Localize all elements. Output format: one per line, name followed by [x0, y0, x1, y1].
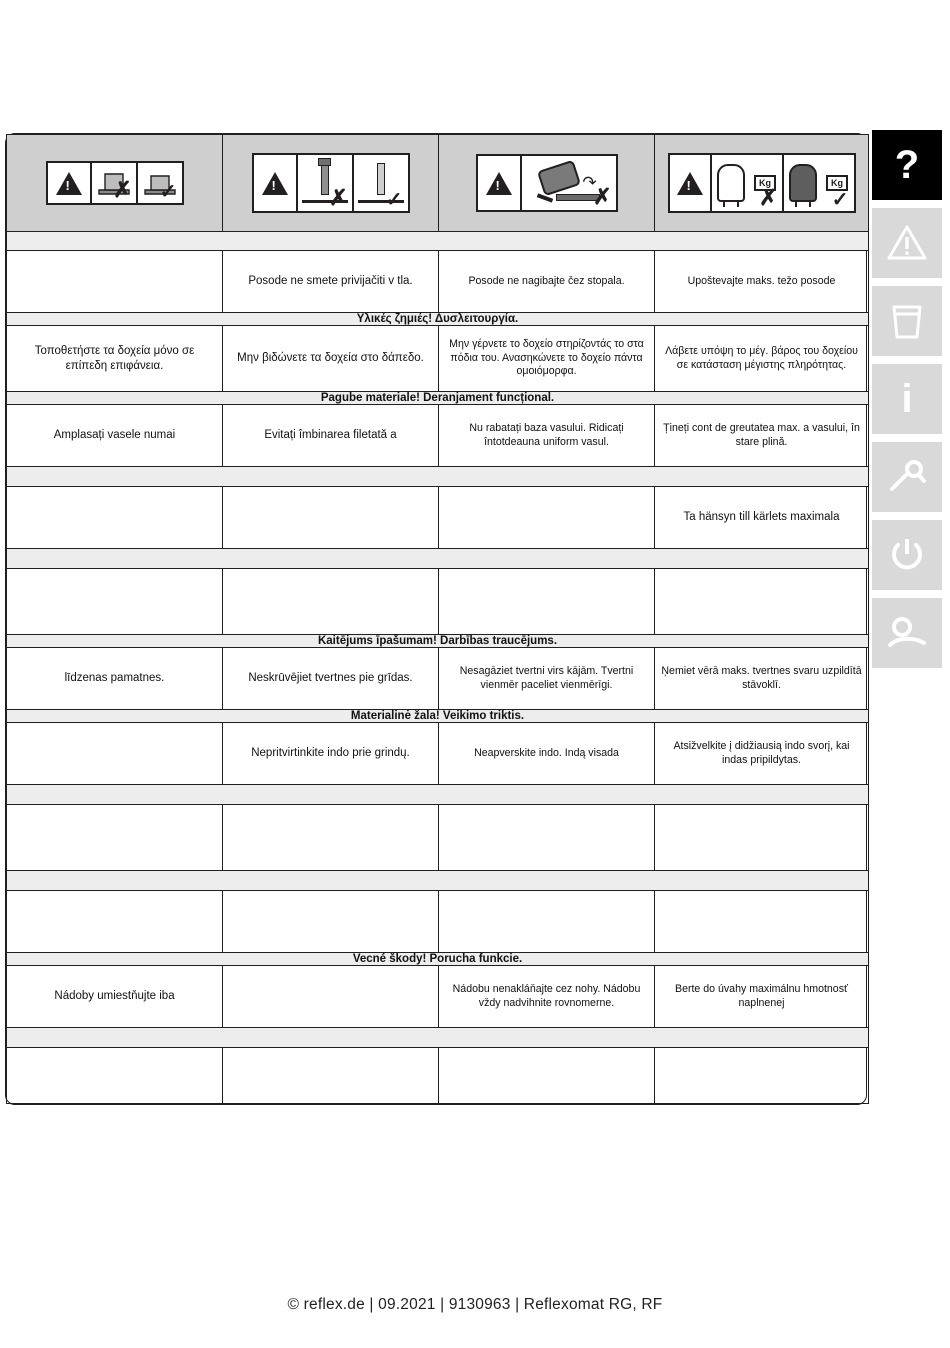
cell-text: līdzenas pamatnes. — [64, 672, 165, 685]
icon-rail — [872, 130, 942, 668]
cell-text — [223, 914, 438, 930]
warning-matrix-sheet — [5, 133, 867, 1105]
spacer-band-cell — [7, 232, 869, 251]
cell-text: Nu rabatați baza vasului. Ridicați întotdeauna uniform vasul. — [469, 421, 624, 448]
warning-triangle-glyph — [887, 224, 927, 262]
cell-text: Posode ne smete privijačiti v tla. — [248, 275, 413, 288]
cell-text: Τοποθετήστε τα δοχεία μόνο σε επίπεδη επιφάνεια. — [34, 344, 195, 372]
cell-text — [655, 1068, 868, 1084]
cell-text — [7, 914, 222, 930]
cell-text — [7, 1068, 222, 1084]
table-row — [7, 805, 869, 871]
cell-text — [439, 594, 654, 610]
cell-text — [7, 274, 222, 290]
table-row — [7, 569, 869, 635]
table-row — [7, 723, 869, 785]
cell-text: Nesagāziet tvertni virs kājām. Tvertni vienmēr paceliet vienmērīgi. — [459, 664, 634, 691]
pictogram-cell-do-not-tilt — [439, 135, 655, 232]
warning-triangle-icon — [46, 161, 92, 205]
cell-text — [223, 510, 438, 526]
warning-triangle-icon — [476, 154, 522, 212]
table-row — [7, 405, 869, 467]
table-row — [7, 1048, 869, 1104]
uneven-surface-icon: ✗ — [92, 161, 138, 205]
section-header-empty — [7, 1028, 869, 1048]
cell-text: Țineți cont de greutatea max. a vasului, în stare plină. — [663, 421, 860, 448]
pictogram-cell-max-weight — [655, 135, 869, 232]
wrench-screwdriver-glyph — [886, 459, 928, 495]
cell-text — [7, 746, 222, 762]
cell-text: Amplasați vasele numai — [53, 429, 176, 442]
warning-triangle-icon — [252, 153, 298, 213]
help-icon-glyph: ? — [894, 143, 920, 187]
page-footer: © reflex.de | 09.2021 | 9130963 | Reflexomat RG, RF — [287, 1296, 663, 1313]
help-icon[interactable] — [872, 130, 942, 200]
cell-text: Atsižvelkite į didžiausią indo svorį, kai indas pripildytas. — [673, 739, 850, 766]
section-header-row-empty — [7, 467, 869, 487]
cell-text — [655, 830, 868, 846]
warning-matrix-table — [6, 134, 869, 1104]
section-header-empty — [7, 871, 869, 891]
info-icon[interactable] — [872, 364, 942, 434]
cell-text: Ta hänsyn till kärlets maximala — [683, 511, 840, 524]
full-vessel-weight-ok-icon: Kg ✓ — [784, 153, 856, 213]
section-header-row — [7, 953, 869, 966]
hand-gear-glyph — [886, 615, 928, 651]
warning-icon[interactable] — [872, 208, 942, 278]
cell-text: Evitați îmbinarea filetată a — [264, 429, 397, 442]
cell-text — [439, 914, 654, 930]
section-header-sk: Vecné škody! Porucha funkcie. — [7, 953, 869, 966]
warning-triangle-icon — [668, 153, 712, 213]
pictogram-row — [7, 135, 869, 232]
section-header-ro: Pagube materiale! Deranjament funcțional. — [7, 392, 869, 405]
section-header-empty — [7, 549, 869, 569]
table-row — [7, 648, 869, 710]
section-header-row-empty — [7, 871, 869, 891]
spacer-band — [7, 232, 869, 251]
table-row — [7, 966, 869, 1028]
cell-text — [439, 510, 654, 526]
section-header-row — [7, 313, 869, 326]
level-surface-ok-icon: ✓ — [138, 161, 184, 205]
section-header-row — [7, 392, 869, 405]
cell-text — [7, 594, 222, 610]
table-row — [7, 891, 869, 953]
section-header-el: Υλικές ζημιές! Δυσλειτουργία. — [7, 313, 869, 326]
vessel-glyph — [889, 301, 925, 341]
cell-text — [7, 830, 222, 846]
no-bolt-ok-icon: ✓ — [354, 153, 410, 213]
cell-text: Ņemiet vērā maks. tvertnes svaru uzpildītā stāvoklī. — [661, 664, 862, 691]
cell-text: Nádobu nenakláňajte cez nohy. Nádobu vždy nadvihnite rovnomerne. — [452, 982, 641, 1009]
power-icon[interactable] — [872, 520, 942, 590]
cell-text: Λάβετε υπόψη το μέγ. βάρος του δοχείου σε κατάσταση μέγιστης πληρότητας. — [665, 344, 858, 371]
info-icon-glyph: i — [901, 377, 913, 421]
cell-text — [7, 510, 222, 526]
cell-text — [439, 830, 654, 846]
cell-text — [223, 830, 438, 846]
section-header-empty — [7, 467, 869, 487]
cell-text: Upoštevajte maks. težo posode — [687, 274, 836, 287]
cell-text — [223, 1068, 438, 1084]
power-glyph — [888, 536, 926, 574]
empty-vessel-weight-forbidden-icon: Kg ✗ — [712, 153, 784, 213]
cell-text: Μην βιδώνετε τα δοχεία στο δάπεδο. — [237, 352, 424, 365]
tools-icon[interactable] — [872, 442, 942, 512]
pictogram-cell-do-not-bolt — [223, 135, 439, 232]
table-row — [7, 251, 869, 313]
pictogram-cell-level-surface — [7, 135, 223, 232]
cell-text — [655, 914, 868, 930]
section-header-row-empty — [7, 549, 869, 569]
cell-text — [223, 594, 438, 610]
cell-text: Nádoby umiestňujte iba — [54, 990, 175, 1003]
cell-text — [223, 989, 438, 1005]
cell-text: Nepritvirtinkite indo prie grindų. — [251, 747, 410, 760]
section-header-lv: Kaitējums īpašumam! Darbības traucējums. — [7, 635, 869, 648]
cell-text: Neskrūvējiet tvertnes pie grīdas. — [248, 672, 413, 685]
cell-text — [439, 1068, 654, 1084]
bolt-to-floor-forbidden-icon: ✗ — [298, 153, 354, 213]
section-header-row — [7, 635, 869, 648]
section-header-lt: Materialinė žala! Veikimo triktis. — [7, 710, 869, 723]
cell-text: Neapverskite indo. Indą visada — [474, 746, 619, 759]
section-header-row-empty — [7, 1028, 869, 1048]
cell-text: Posode ne nagibajte čez stopala. — [468, 274, 625, 287]
service-hand-icon[interactable] — [872, 598, 942, 668]
cell-text — [655, 594, 868, 610]
tilt-vessel-on-foot-forbidden-icon: ↷ ✗ — [522, 154, 618, 212]
vessel-icon[interactable] — [872, 286, 942, 356]
table-row — [7, 487, 869, 549]
table-row — [7, 326, 869, 392]
section-header-row — [7, 710, 869, 723]
cell-text: Μην γέρνετε το δοχείο στηρίζοντάς το στα πόδια του. Ανασηκώνετε το δοχείο πάντα ομοιόμορφα. — [449, 338, 644, 378]
cell-text: Berte do úvahy maximálnu hmotnosť naplnenej — [675, 982, 848, 1009]
section-header-empty — [7, 785, 869, 805]
section-header-row-empty — [7, 785, 869, 805]
